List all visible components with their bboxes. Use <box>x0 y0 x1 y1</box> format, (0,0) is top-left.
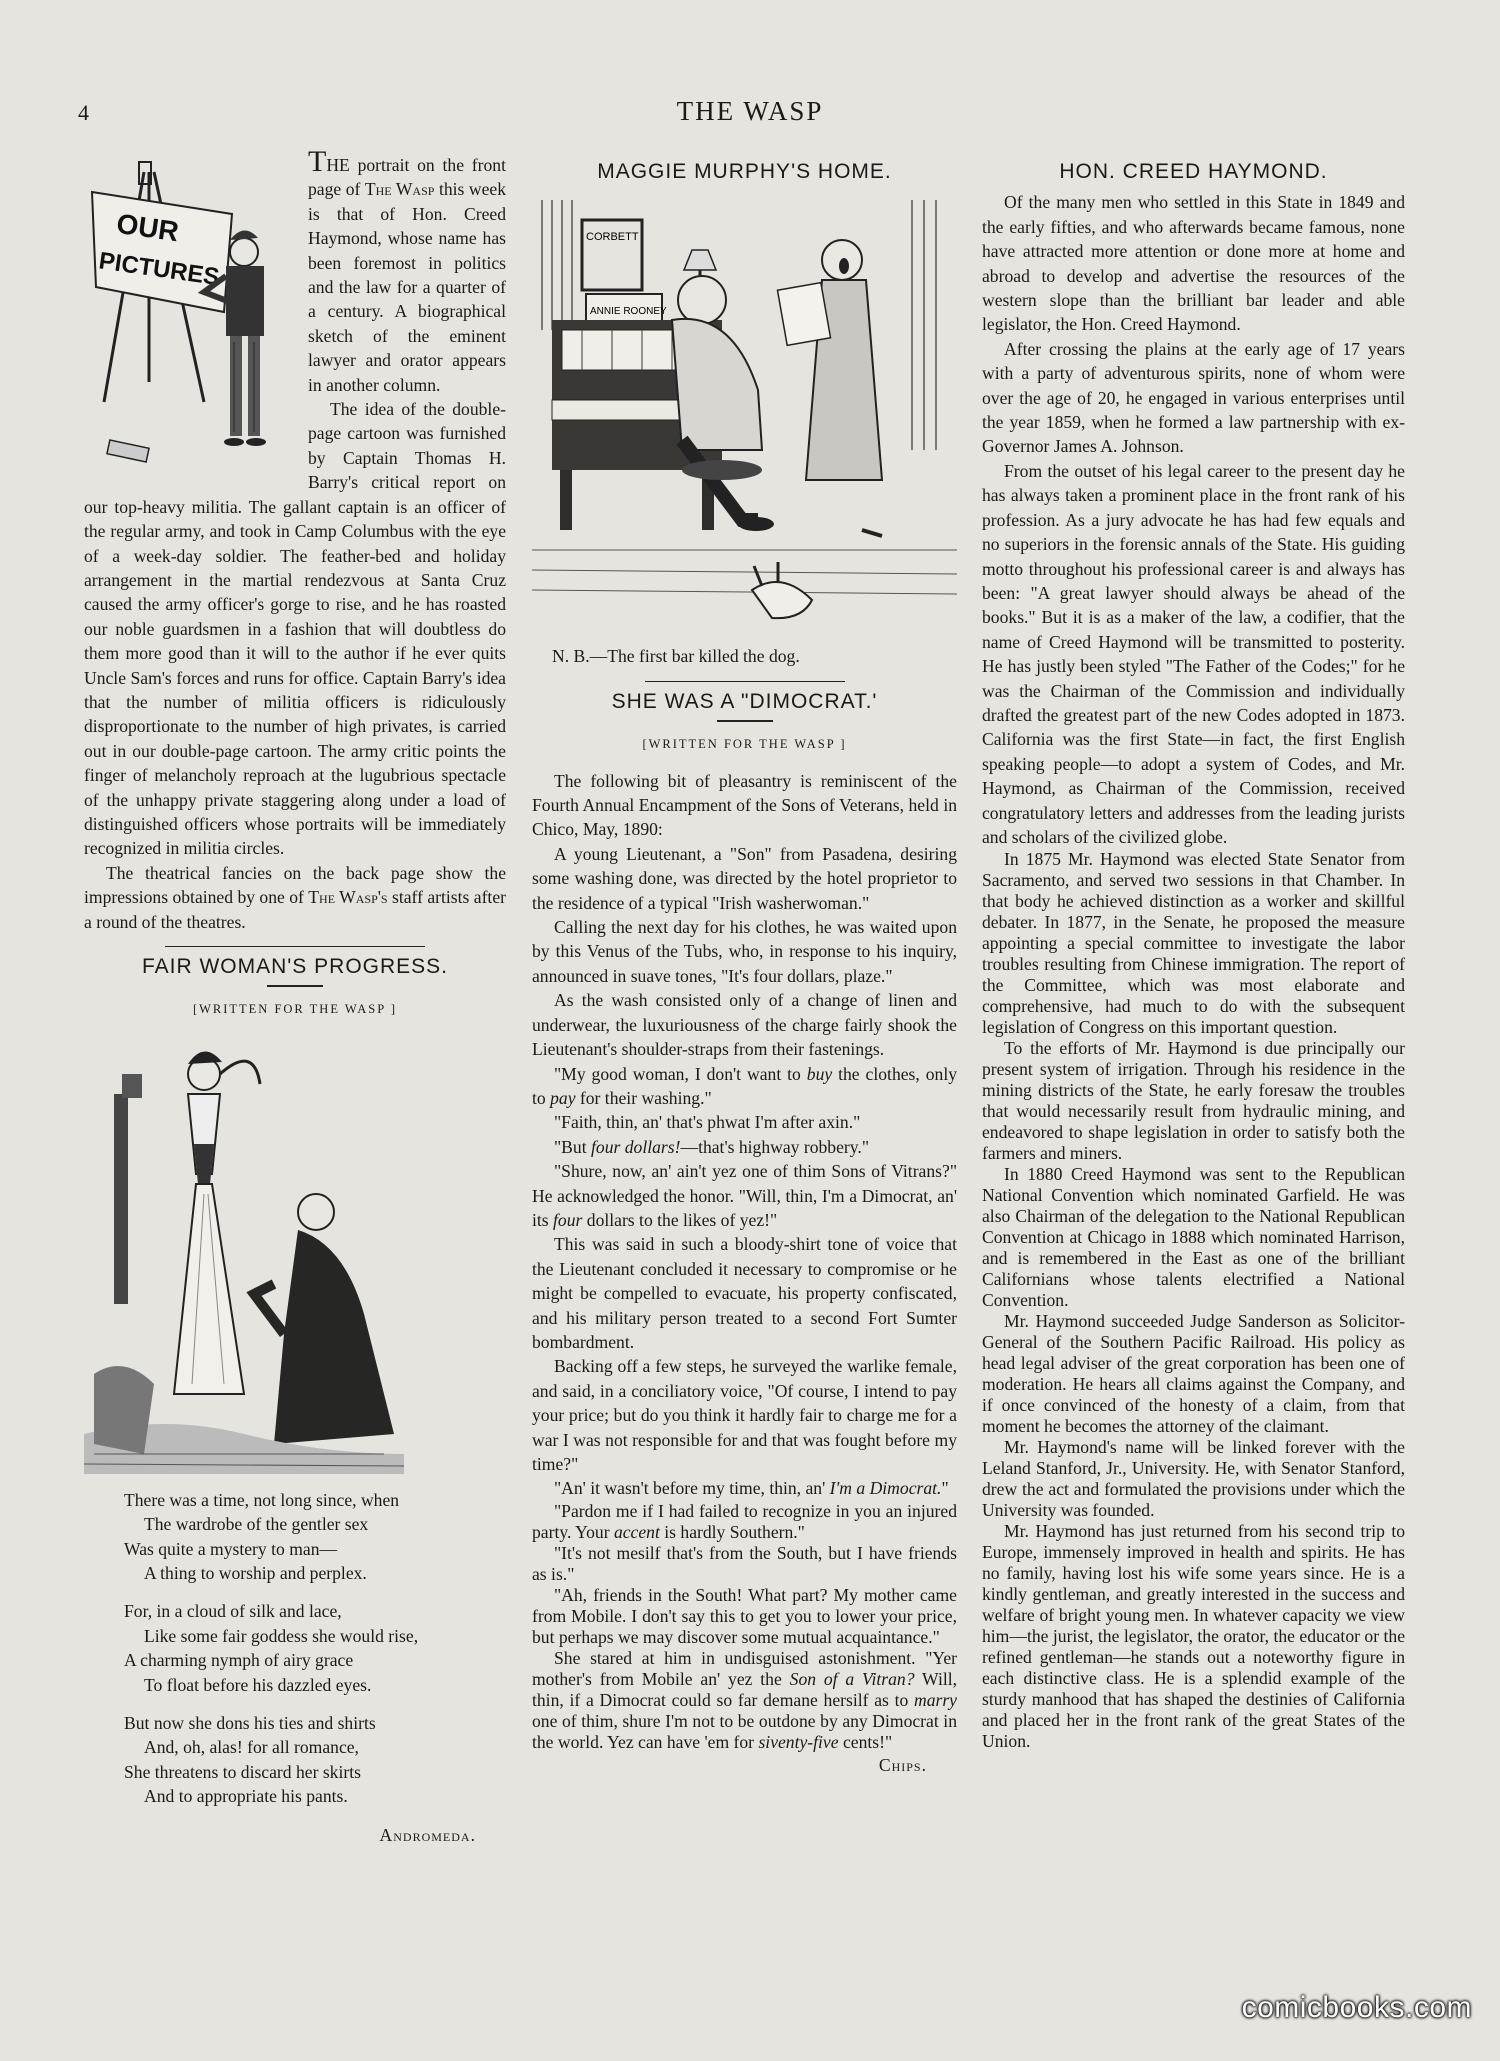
our-label: OUR <box>114 207 181 248</box>
pictures-label: PICTURES <box>97 247 222 291</box>
poem-title: FAIR WOMAN'S PROGRESS. <box>141 955 449 978</box>
biography-paragraph: Of the many men who settled in this State in 1849 and the early fifties, and who afterwards became famous, none have attracted more attention or done more at home and abroad to develop and advertise the resources of the western slope than the brilliant bar leader and able legislator, the Hon. Creed Haymond. <box>982 192 1405 335</box>
poem-line: For, in a cloud of silk and lace, <box>124 1601 342 1622</box>
poem-line: And to appropriate his pants. <box>144 1786 348 1807</box>
biography-paragraph: To the efforts of Mr. Haymond is due principally our present system of irrigation. Through his residence in the mining districts of the State, he early foresaw the troubles that would necessarily result from hydraulic mining, and endeavored to shape legislation in order to satisfy both the farmers and miners. <box>982 1038 1405 1164</box>
biography-paragraph: In 1880 Creed Haymond was sent to the Republican National Convention which nominated Garfield. He was also Chairman of the delegation to the National Republican Convention at Chicago in 1888 which nominated Harrison, and is remembered in the East as one of the brilliant Californians whose talents electrified a National Convention. <box>982 1164 1405 1311</box>
wasp-name: The Wasp <box>364 179 435 200</box>
title-rule <box>267 985 323 987</box>
story-paragraph: She stared at him in undisguised astonishment. "Yer mother's from Mobile an' yez the Son of a Vitran? Will, thin, if a Dimocrat could so far demane hersilf as to marry one of thim, shure I'm not to be outdone by any Dimocrat in the world. Yez can have 'em for siventy-five cents!" <box>532 1647 958 1752</box>
poem-line: Like some fair goddess she would rise, <box>144 1625 419 1646</box>
site-watermark: comicbooks.com <box>1241 1991 1472 2024</box>
biography-paragraph: After crossing the plains at the early age of 17 years with a party of adventurous spirits, none of whom were over the age of 20, he engaged in various enterprises until the year 1859, when he formed a law partnership with ex-Governor James A. Johnson. <box>982 338 1405 457</box>
biography-paragraph: Mr. Haymond's name will be linked forever with the Leland Stanford, Jr., University. He, with Senator Stanford, drew the act and formulated the provisions under which the University was founded. <box>982 1437 1405 1521</box>
story-paragraph: This was said in such a bloody-shirt tone of voice that the Lieutenant concluded it necessary to compromise or he might be compelled to evacuate, his property confiscated, and his military person treated to a second Fort Sumter bombardment. <box>532 1234 957 1352</box>
story-signature: Chips. <box>878 1754 927 1775</box>
poem-line: She threatens to discard her skirts <box>124 1761 361 1782</box>
annie-rooney-sign: ANNIE ROONEY <box>590 306 667 318</box>
story-paragraph: A young Lieutenant, a "Son" from Pasadena, desiring some washing done, was directed by the hotel proprietor to the residence of a typical "Irish washerwoman." <box>532 843 957 913</box>
poem-line: Was quite a mystery to man— <box>124 1538 338 1559</box>
poem <box>124 1488 506 1809</box>
story-paragraph: "Pardon me if I had failed to recognize in you an injured party. Your accent is hardly Southern." <box>532 1500 957 1542</box>
our-pictures-illustration <box>84 152 296 480</box>
story-paragraph: The following bit of pleasantry is reminiscent of the Fourth Annual Encampment of the Sons of Veterans, held in Chico, May, 1890: <box>532 770 957 840</box>
column-middle <box>532 152 957 1777</box>
section-divider <box>165 946 425 947</box>
poem-line: A thing to worship and perplex. <box>144 1563 367 1584</box>
section-divider <box>645 681 845 682</box>
cartoon-title: MAGGIE MURPHY'S HOME. <box>597 160 892 183</box>
biography-paragraph: Mr. Haymond has just returned from his second trip to Europe, immensely improved in health and spirits. He has no family, having lost his wife some years since. He is a kindly gentleman, and greatly interested in the success and welfare of bright young men. In whatever capacity we view him—the jurist, the legislator, the orator, the educator or the refined gentleman—he stands out a noteworthy figure in each distinctive class. He is a splendid example of the sturdy manhood that has shaped the destinies of California and placed her in the front rank of the great States of the Union. <box>982 1521 1405 1752</box>
corbett-sign: CORBETT <box>586 231 639 244</box>
title-rule <box>717 720 773 722</box>
maggie-murphy-cartoon <box>532 190 957 630</box>
story-byline: [WRITTEN FOR THE WASP ] <box>642 737 847 752</box>
poem-line: But now she dons his ties and shirts <box>124 1713 376 1734</box>
stanza-2 <box>124 1599 506 1697</box>
fair-woman-illustration <box>84 1034 506 1474</box>
drop-cap: T <box>308 145 327 178</box>
poem-line: To float before his dazzled eyes. <box>144 1674 372 1695</box>
intro-paragraph-1-cont: this week is that of Hon. Creed Haymond, whose name has been foremost in politics and the law for a quarter of a century. A biographical sketch of the eminent lawyer and orator appears in another column. <box>308 179 507 395</box>
column-right <box>982 152 1405 1752</box>
story-paragraph: "An' it wasn't before my time, thin, an' I'm a Dimocrat." <box>554 1478 949 1499</box>
page-number: 4 <box>78 100 89 125</box>
story-paragraph: Calling the next day for his clothes, he was waited upon by this Venus of the Tubs, who, in response to his inquiry, announced in suave tones, "It's four dollars, plaze." <box>532 917 957 986</box>
masthead: THE WASP <box>676 96 824 126</box>
story-paragraph: "Faith, thin, an' that's phwat I'm after axin." <box>554 1112 861 1133</box>
poem-byline: [WRITTEN FOR THE WASP ] <box>192 1002 398 1017</box>
cartoon-caption: N. B.—The first bar killed the dog. <box>552 646 800 667</box>
story-paragraph: "Ah, friends in the South! What part? My mother came from Mobile. I don't say this to get you to lower your price, but perhaps we may discover some mutual acquaintance." <box>532 1584 957 1647</box>
story-paragraph: "But four dollars!—that's highway robbery." <box>554 1136 869 1157</box>
stanza-3 <box>124 1711 506 1809</box>
column-left <box>84 145 507 1847</box>
story-paragraph: As the wash consisted only of a change of linen and underwear, the luxuriousness of the charge fairly shook the Lieutenant's shoulder-straps from their fastenings. <box>532 990 957 1060</box>
story-paragraph: "It's not mesilf that's from the South, but I have friends as is." <box>532 1542 957 1584</box>
intro-paragraph-3: The theatrical fancies on the back page show the impressions obtained by one of <box>84 862 506 908</box>
story-paragraph: Backing off a few steps, he surveyed the warlike female, and said, in a conciliatory voice, "Of course, I intend to pay your price; but do you think it hardly fair to charge me for a war I was not responsible for and that was fought before my time?" <box>532 1356 957 1474</box>
intro-paragraph-2: The idea of the double-page cartoon was furnished by Captain Thomas H. Barry's critical report on our top-heavy militia. The gallant captain is an officer of the regular army, and took in Camp Columbus with the eye of a week-day soldier. The feather-bed and holiday arrangement in the martial rendezvous at Santa Cruz caused the army officer's gorge to rise, and he has roasted our noble guardsmen in a fashion that will doubtless do them more good than it will to the author if he ever quits Uncle Sam's forces and runs for office. Captain Barry's idea that the number of militia officers is ridiculously disproportionate to the number of high privates, is carried out in our double-page cartoon. The army critic points the finger of melancholy reproach at the lugubrious spectacle of the unhappy private staggering along under a load of distinguished officers whose portraits will be immediately recognized in militia circles. <box>84 399 506 859</box>
biography-paragraph: Mr. Haymond succeeded Judge Sanderson as Solicitor-General of the Southern Pacific Railroad. His policy as head legal adviser of the great corporation has been one of moderation. He hears all claims against the Company, and if once convinced of the honesty of a claim, from that moment he becomes the attorney of the claimant. <box>982 1311 1405 1437</box>
poem-line: The wardrobe of the gentler sex <box>144 1514 369 1535</box>
poem-line: There was a time, not long since, when <box>124 1489 400 1510</box>
poem-line: A charming nymph of airy grace <box>124 1650 354 1671</box>
story-paragraph: "Shure, now, an' ain't yez one of thim Sons of Vitrans?" He acknowledged the honor. "Will, thin, I'm a Dimocrat, an' its four dollars to the likes of yez!" <box>532 1161 957 1230</box>
wasp-name: The Wasp's <box>308 887 388 908</box>
biography-paragraph: In 1875 Mr. Haymond was elected State Senator from Sacramento, and served two sessions in that Chamber. In that body he achieved distinction as a worker and skillful debater. In 1877, in the Senate, he proposed the measure appointing a special committee to investigate the labor troubles resulting from Chinese immigration. The report of the Committee, which was most elaborate and comprehensive, had much to do with the subsequent legislation of Congress on this important question. <box>982 849 1405 1038</box>
biography-paragraph: From the outset of his legal career to the present day he has always taken a prominent place in the front rank of his profession. As a jury advocate he has had few equals and no superiors in the forensic annals of the State. His guiding motto throughout his professional career is and always has been: "A great lawyer should always be ahead of the books." But it is as a maker of the law, a codifier, that the name of Creed Haymond will be transmitted to posterity. He has justly been styled "The Father of the Codes;" for he was the Chairman of the Commission and individually drafted the greatest part of the new Codes adopted in 1873. California was the first State—in fact, the first English speaking people—to adopt a system of Codes, and Mr. Haymond, as Chairman of the Commission, received congratulatory letters and addresses from the leading jurists and scholars of the civilized globe. <box>982 460 1405 847</box>
intro-paragraph-3-cont: staff artists after a round of the theatres. <box>84 887 506 932</box>
poem-signature: Andromeda. <box>379 1824 476 1845</box>
biography-title: HON. CREED HAYMOND. <box>1059 160 1328 183</box>
stanza-1 <box>124 1488 506 1586</box>
story-paragraph: "My good woman, I don't want to buy the clothes, only to pay for their washing." <box>532 1063 958 1108</box>
intro-paragraph-1: HE portrait on the front page of <box>308 155 506 200</box>
poem-line: And, oh, alas! for all romance, <box>144 1737 359 1758</box>
story-title: SHE WAS A "DIMOCRAT.' <box>611 689 878 713</box>
